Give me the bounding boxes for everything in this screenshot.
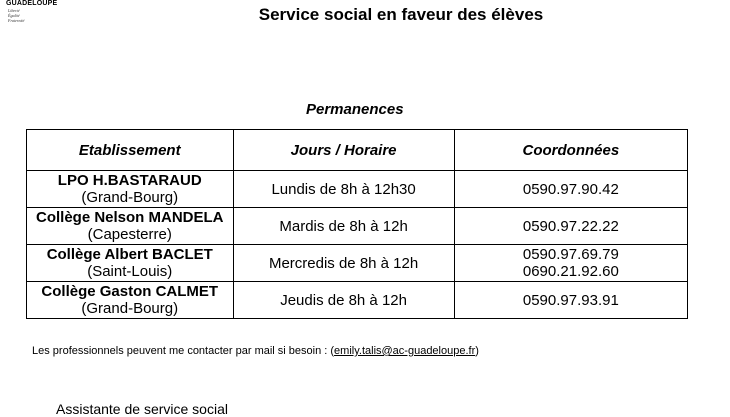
- etablissement-city: (Grand-Bourg): [81, 300, 179, 317]
- email-link[interactable]: emily.talis@ac-guadeloupe.fr: [334, 345, 476, 357]
- table-row: [27, 208, 688, 245]
- etablissement-cell: [27, 208, 234, 245]
- phone-cell: [454, 245, 687, 282]
- etablissement-name: Collège Albert BACLET: [46, 246, 213, 263]
- contact-note: [32, 345, 479, 357]
- section-subtitle: Permanences: [306, 101, 404, 118]
- phone-number: 0690.21.92.60: [522, 263, 619, 280]
- phone-number: 0590.97.90.42: [522, 180, 619, 198]
- schedule-cell: Lundis de 8h à 12h30: [233, 171, 454, 208]
- phone-cell: [454, 208, 687, 245]
- etablissement-name: Collège Nelson MANDELA: [35, 209, 224, 226]
- motto-line: Liberté: [8, 8, 20, 13]
- header-coordonnees: Coordonnées: [454, 130, 687, 171]
- permanences-table: [26, 129, 688, 319]
- etablissement-cell: [27, 245, 234, 282]
- etablissement-cell: [27, 282, 234, 319]
- motto-line: Fraternité: [8, 18, 25, 23]
- contact-note-text: Les professionnels peuvent me contacter par mail si besoin : (: [32, 345, 335, 357]
- phone-number: 0590.97.93.91: [522, 291, 619, 309]
- etablissement-name: Collège Gaston CALMET: [41, 283, 219, 300]
- page-title: Service social en faveur des élèves: [258, 5, 544, 24]
- etablissement-name: LPO H.BASTARAUD: [57, 172, 202, 189]
- schedule-cell: Mercredis de 8h à 12h: [233, 245, 454, 282]
- phone-cell: [454, 171, 687, 208]
- table-header-row: [27, 130, 688, 171]
- etablissement-city: (Grand-Bourg): [81, 189, 179, 206]
- logo-name: GUADELOUPE: [6, 0, 58, 7]
- signature-title: Assistante de service social: [56, 401, 228, 417]
- header-jours-horaire: Jours / Horaire: [233, 130, 454, 171]
- phone-number: 0590.97.22.22: [522, 217, 619, 235]
- table-row: [27, 171, 688, 208]
- contact-note-close: ): [475, 345, 479, 357]
- etablissement-city: (Saint-Louis): [87, 263, 173, 280]
- phone-number: 0590.97.69.79: [522, 246, 619, 263]
- phone-cell: [454, 282, 687, 319]
- header-etablissement: Etablissement: [27, 130, 234, 171]
- etablissement-cell: [27, 171, 234, 208]
- schedule-cell: Mardis de 8h à 12h: [233, 208, 454, 245]
- table-row: [27, 282, 688, 319]
- table-row: [27, 245, 688, 282]
- etablissement-city: (Capesterre): [87, 226, 172, 243]
- motto-line: Égalité: [8, 13, 20, 18]
- schedule-cell: Jeudis de 8h à 12h: [233, 282, 454, 319]
